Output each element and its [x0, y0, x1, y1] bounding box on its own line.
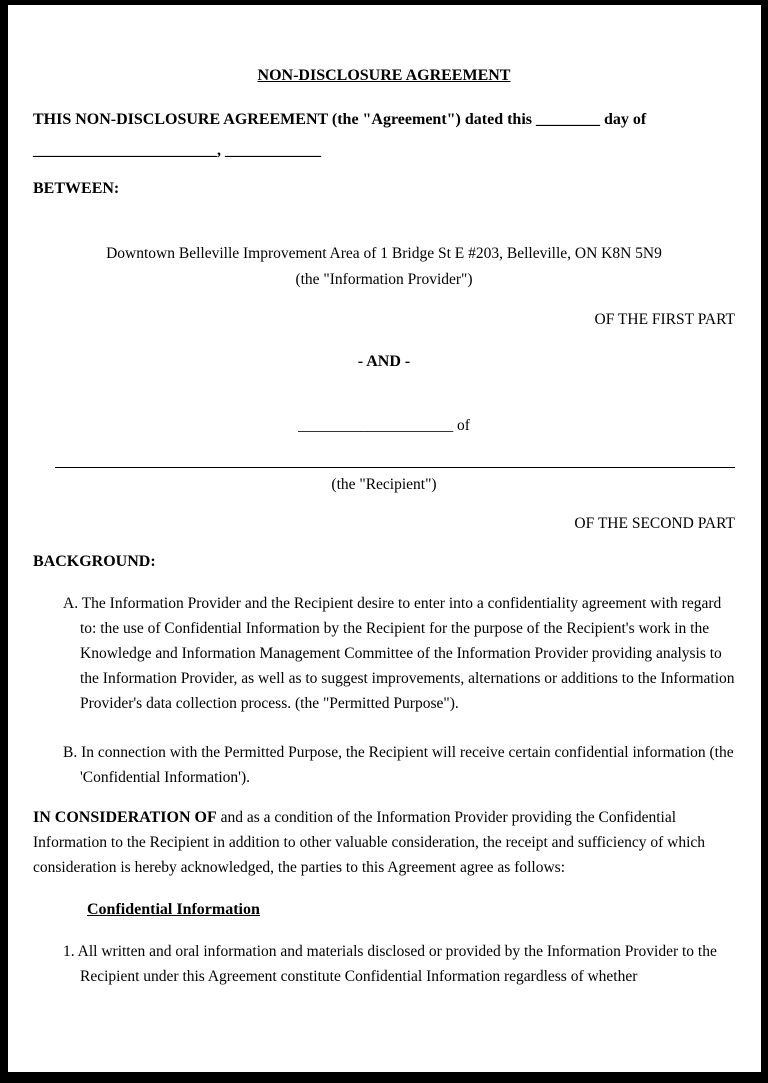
intro-paragraph: [33, 104, 735, 166]
provider-block: [33, 241, 735, 293]
numbered-item-1-text: All written and oral information and materials disclosed or provided by the Information Provider to the Recipient under this Agreement constitute Confidential Information regardless of whether: [77, 943, 717, 985]
background-item-a-text: The Information Provider and the Recipient desire to enter into a confidentiality agreement with regard to: the use of Confidential Information by the Recipient for the purpose of the Recipient's work in the Knowledge and Information Management Committee of the Information Provider providing analysis to the Information Provider, as well as to suggest improvements, alternations or additions to the Information Provider's data collection process. (the "Permitted Purpose").: [80, 595, 735, 712]
intro-line-1: THIS NON-DISCLOSURE AGREEMENT (the "Agreement") dated this ________ day of: [33, 111, 647, 128]
background-heading: BACKGROUND:: [33, 553, 156, 570]
consideration-paragraph: [33, 805, 735, 880]
numbered-item-1: [33, 939, 735, 989]
consideration-lead: IN CONSIDERATION OF: [33, 809, 217, 826]
background-item-b-text: In connection with the Permitted Purpose, the Recipient will receive certain confidential information (the 'Confidential Information').: [80, 744, 734, 786]
provider-designation: (the "Information Provider"): [295, 271, 473, 288]
background-item-b: [33, 740, 735, 790]
numbered-item-1-marker: 1.: [63, 943, 75, 960]
recipient-designation: (the "Recipient"): [331, 476, 437, 493]
recipient-blank-of: ____________________ of: [298, 417, 470, 434]
confidential-information-heading: Confidential Information: [87, 901, 260, 918]
recipient-name-line: [55, 467, 735, 468]
background-item-b-marker: B.: [63, 744, 78, 761]
background-item-a-marker: A.: [63, 595, 79, 612]
intro-line-2: _______________________, ____________: [33, 142, 321, 159]
document-title: NON-DISCLOSURE AGREEMENT: [257, 67, 511, 84]
provider-address: Downtown Belleville Improvement Area of 1 Bridge St E #203, Belleville, ON K8N 5N9: [106, 245, 662, 262]
and-separator: - AND -: [357, 353, 411, 370]
first-part-label: OF THE FIRST PART: [594, 311, 735, 328]
between-label: BETWEEN:: [33, 180, 120, 197]
second-part-label: OF THE SECOND PART: [574, 515, 735, 532]
consideration-body: and as a condition of the Information Provider providing the Confidential Information to the Recipient in addition to other valuable consideration, the receipt and sufficiency of which consideration is hereby acknowledged, the parties to this Agreement agree as follows:: [33, 809, 706, 876]
background-item-a: [33, 591, 735, 716]
